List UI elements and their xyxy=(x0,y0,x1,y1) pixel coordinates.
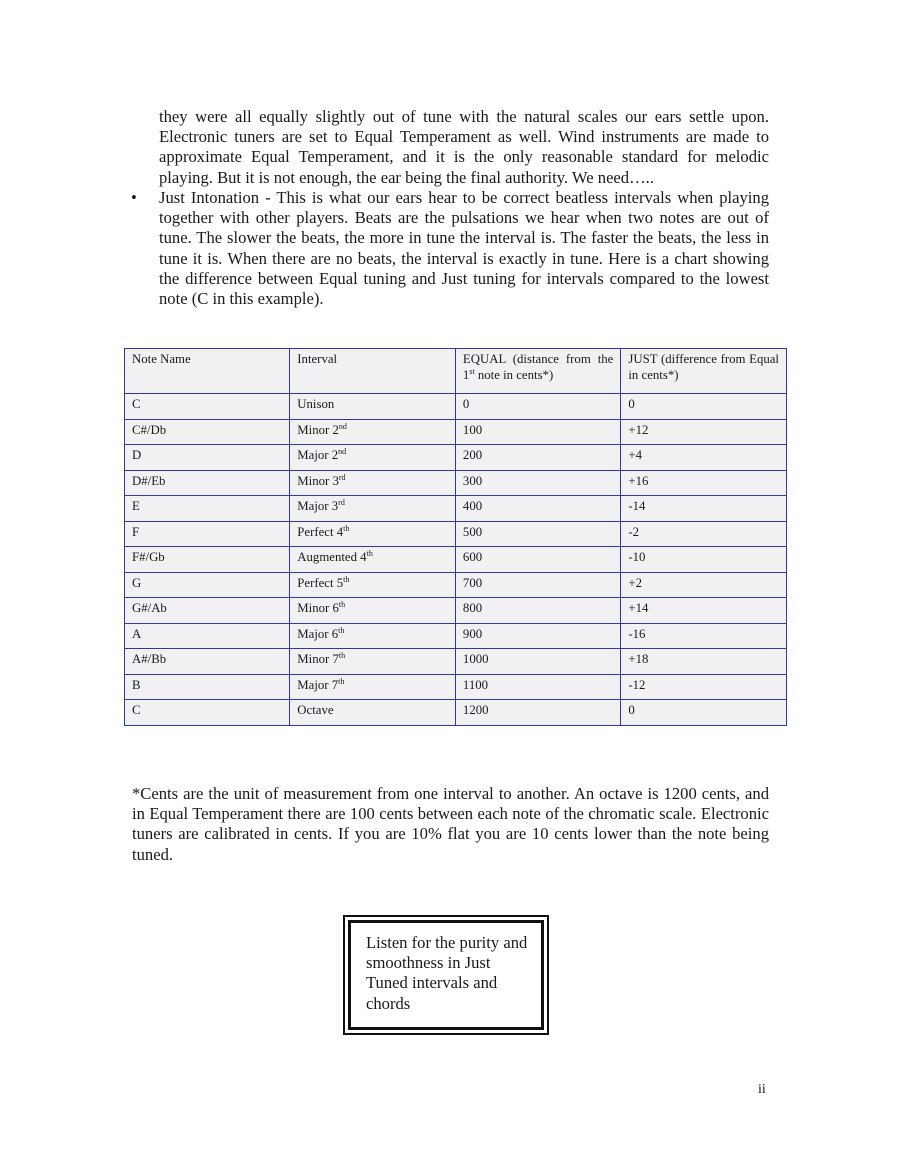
interval-ordinal-suffix: rd xyxy=(338,498,345,507)
tuning-comparison-table xyxy=(124,348,787,726)
interval-cell xyxy=(290,394,456,420)
table-row xyxy=(125,394,787,420)
equal-cents-cell: 800 xyxy=(455,598,620,624)
just-cents-cell: 0 xyxy=(621,700,787,726)
header-equal-sup: st xyxy=(469,367,475,376)
table-row xyxy=(125,700,787,726)
cents-footnote: *Cents are the unit of measurement from one interval to another. An octave is 1200 cents, and in Equal Temperament there are 100 cents between each note of the chromatic scale. Electronic tuners are calibrated in cents. If you are 10% flat you are 10 cents lower than the note being tuned. xyxy=(132,784,769,864)
equal-cents-cell: 500 xyxy=(455,521,620,547)
interval-cell xyxy=(290,572,456,598)
header-equal xyxy=(455,349,620,394)
note-name-cell: C#/Db xyxy=(125,419,290,445)
just-cents-cell: -2 xyxy=(621,521,787,547)
note-name-cell: D xyxy=(125,445,290,471)
bullet-icon: • xyxy=(131,188,137,207)
interval-label: Major 6 xyxy=(297,626,339,641)
interval-label: Perfect 4 xyxy=(297,524,344,539)
note-name-cell: A#/Bb xyxy=(125,649,290,675)
just-cents-cell: +14 xyxy=(621,598,787,624)
table-row xyxy=(125,598,787,624)
equal-cents-cell: 1000 xyxy=(455,649,620,675)
equal-cents-cell: 1100 xyxy=(455,674,620,700)
interval-cell xyxy=(290,623,456,649)
table-row xyxy=(125,572,787,598)
note-name-cell: F xyxy=(125,521,290,547)
note-name-cell: G#/Ab xyxy=(125,598,290,624)
page-number: ii xyxy=(758,1082,766,1097)
equal-cents-cell: 400 xyxy=(455,496,620,522)
table-row xyxy=(125,547,787,573)
table-row xyxy=(125,496,787,522)
note-name-cell: D#/Eb xyxy=(125,470,290,496)
table-row xyxy=(125,649,787,675)
just-cents-cell: -12 xyxy=(621,674,787,700)
header-interval: Interval xyxy=(290,349,456,394)
interval-label: Major 2 xyxy=(297,448,339,462)
interval-cell xyxy=(290,598,456,624)
interval-cell xyxy=(290,700,456,726)
table-row xyxy=(125,445,787,471)
equal-cents-cell: 0 xyxy=(455,394,620,420)
just-cents-cell: -16 xyxy=(621,623,787,649)
interval-label: Major 7 xyxy=(297,677,339,692)
equal-cents-cell: 100 xyxy=(455,419,620,445)
just-cents-cell: -10 xyxy=(621,547,787,573)
interval-ordinal-suffix: nd xyxy=(338,447,347,456)
continuation-paragraph: they were all equally slightly out of tune with the natural scales our ears settle upon. Electronic tuners are set to Equal Temperament as well. Wind instruments are made to approximate Equal Temperament, and it is the only reasonable standard for melodic playing. But it is not enough, the ear being the final authority. We need….. xyxy=(159,107,769,187)
table-row xyxy=(125,623,787,649)
note-name-cell: B xyxy=(125,674,290,700)
note-name-cell: G xyxy=(125,572,290,598)
just-cents-cell: +2 xyxy=(621,572,787,598)
interval-ordinal-suffix: th xyxy=(338,651,346,660)
note-name-cell: A xyxy=(125,623,290,649)
table-row xyxy=(125,674,787,700)
just-intonation-paragraph: Just Intonation - This is what our ears hear to be correct beatless intervals when playing together with other players. Beats are the pulsations we hear when two notes are out of tune. The slower the beats, the more in tune the interval is. The faster the beats, the less in tune it is. When there are no beats, the interval is exactly in tune. Here is a chart showing the difference between Equal tuning and Just tuning for intervals compared to the lowest note (C in this example). xyxy=(159,188,769,309)
interval-ordinal-suffix: th xyxy=(366,549,373,558)
interval-cell xyxy=(290,496,456,522)
interval-ordinal-suffix: th xyxy=(343,523,350,533)
interval-label: Major 3 xyxy=(297,499,339,513)
equal-cents-cell: 900 xyxy=(455,623,620,649)
interval-label: Minor 3 xyxy=(297,473,339,488)
header-equal-text: EQUAL (distance from the 1 xyxy=(462,352,614,382)
interval-label: Augmented 4 xyxy=(297,550,367,564)
interval-cell xyxy=(290,470,456,496)
interval-label: Perfect 5 xyxy=(297,575,344,590)
note-name-cell: E xyxy=(125,496,290,522)
interval-label: Minor 2 xyxy=(297,422,339,437)
just-cents-cell: 0 xyxy=(621,394,787,420)
note-name-cell: C xyxy=(125,700,290,726)
interval-ordinal-suffix: th xyxy=(338,600,346,609)
header-note-name: Note Name xyxy=(125,349,290,394)
just-cents-cell: +18 xyxy=(621,649,787,675)
interval-label: Unison xyxy=(297,397,335,411)
note-name-cell: C xyxy=(125,394,290,420)
just-cents-cell: +16 xyxy=(621,470,787,496)
callout-text: Listen for the purity and smoothness in Just Tuned intervals and chords xyxy=(348,920,544,1030)
note-name-cell: F#/Gb xyxy=(125,547,290,573)
interval-ordinal-suffix: th xyxy=(338,676,345,686)
interval-label: Minor 7 xyxy=(297,652,339,666)
interval-cell xyxy=(290,419,456,445)
table-row xyxy=(125,521,787,547)
interval-cell xyxy=(290,547,456,573)
callout-box xyxy=(343,915,549,1035)
equal-cents-cell: 1200 xyxy=(455,700,620,726)
table-header-row xyxy=(125,349,787,394)
table-row xyxy=(125,419,787,445)
interval-ordinal-suffix: rd xyxy=(338,472,346,482)
interval-label: Minor 6 xyxy=(297,601,339,615)
interval-ordinal-suffix: th xyxy=(338,625,345,635)
table-row xyxy=(125,470,787,496)
equal-cents-cell: 600 xyxy=(455,547,620,573)
header-equal-text-end: note in cents*) xyxy=(474,368,554,382)
interval-label: Octave xyxy=(297,703,334,717)
interval-cell xyxy=(290,674,456,700)
equal-cents-cell: 200 xyxy=(455,445,620,471)
interval-ordinal-suffix: th xyxy=(343,574,350,584)
just-cents-cell: -14 xyxy=(621,496,787,522)
interval-cell xyxy=(290,521,456,547)
interval-cell xyxy=(290,445,456,471)
equal-cents-cell: 300 xyxy=(455,470,620,496)
interval-cell xyxy=(290,649,456,675)
interval-ordinal-suffix: nd xyxy=(338,421,347,431)
header-just: JUST (difference from Equal in cents*) xyxy=(621,349,787,394)
just-cents-cell: +4 xyxy=(621,445,787,471)
equal-cents-cell: 700 xyxy=(455,572,620,598)
just-cents-cell: +12 xyxy=(621,419,787,445)
